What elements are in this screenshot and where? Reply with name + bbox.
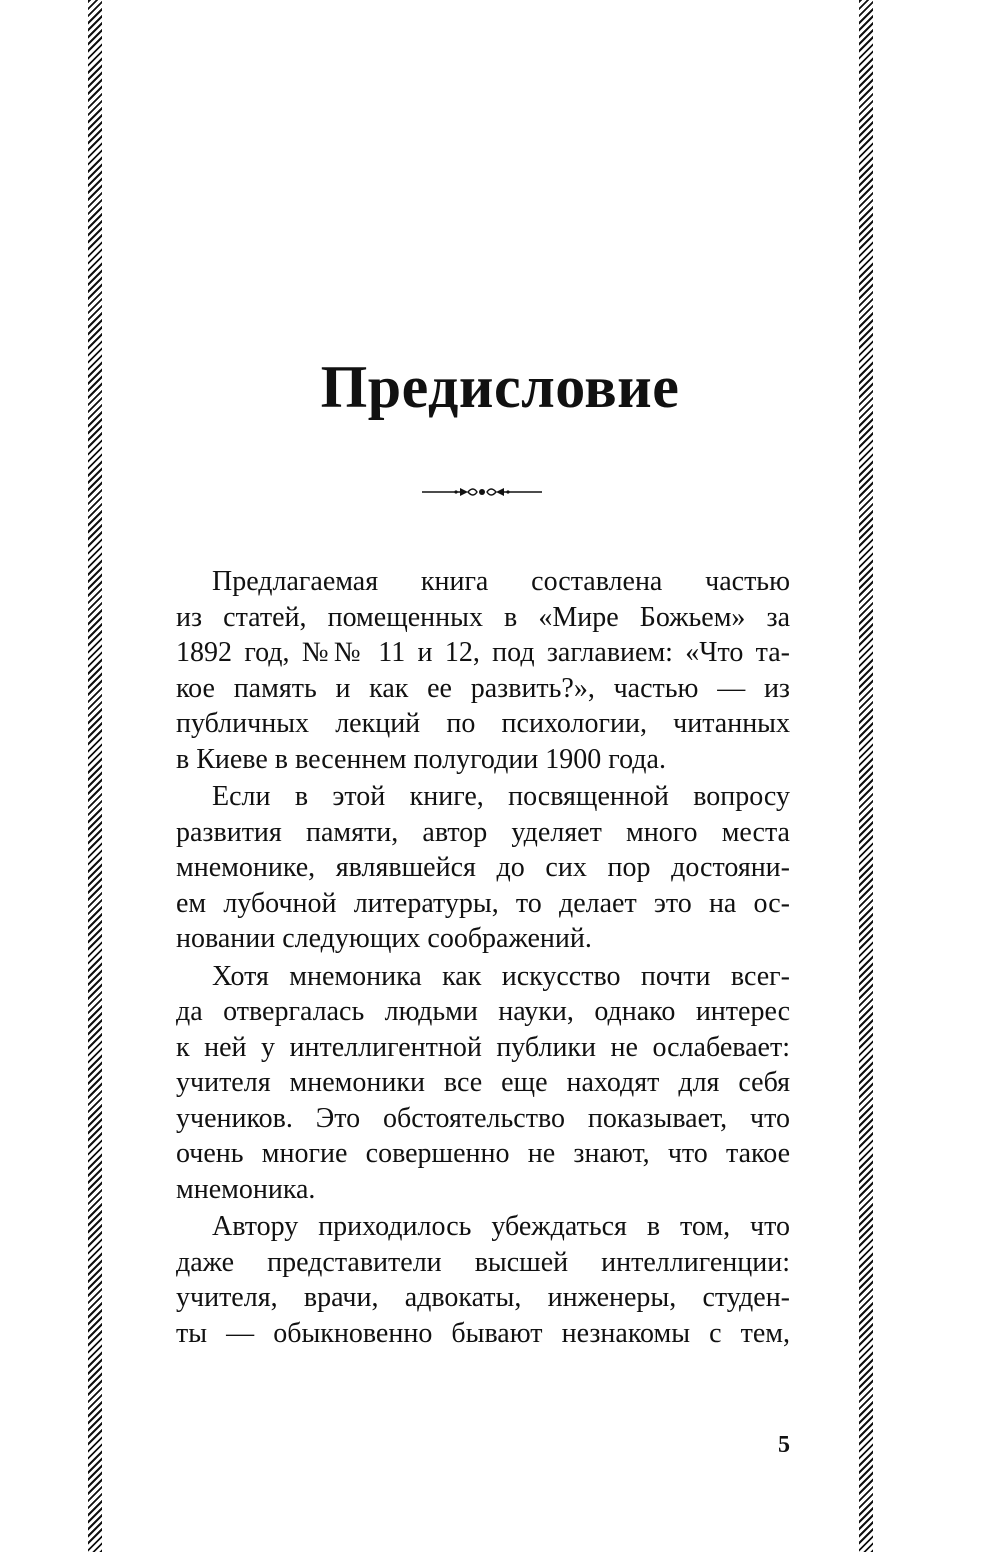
left-decorative-border [88,0,102,1552]
body-text [176,564,790,1353]
paragraph-1 [176,564,790,777]
text-line: даже представители высшей интеллигенции: [176,1246,790,1278]
text-line: мнемонике, являвшейся до сих пор достояни- [176,852,790,883]
text-line: кое память и как ее развить?», частью — из [176,672,790,704]
text-line: учителя мнемоники все еще находят для себя [176,1067,790,1098]
text-line: Предлагаемая книга составлена частью [212,566,790,597]
text-line: Автору приходилось убеждаться в том, что [212,1211,790,1242]
text-line: из статей, помещенных в «Мире Божьем» за [176,601,790,633]
text-line: Хотя мнемоника как искусство почти всег- [212,960,790,992]
paragraph-3 [176,959,790,1208]
text-line: Если в этой книге, посвященной вопросу [212,781,790,812]
fleuron-divider-icon [420,480,544,504]
text-line: развития памяти, автор уделяет много места [176,816,790,848]
text-line: 1892 год, №№ 11 и 12, под заглавием: «Что та- [176,637,790,668]
text-line: учителя, врачи, адвокаты, инженеры, студен- [176,1282,790,1313]
chapter-heading: Предисловие [320,354,680,420]
text-line: очень многие совершенно не знают, что такое [176,1138,790,1169]
text-line: к ней у интеллигентной публики не ослабевает: [176,1031,790,1063]
text-line: новании следующих соображений. [176,923,592,954]
text-line: в Киеве в весеннем полугодии 1900 года. [176,743,666,775]
text-line: учеников. Это обстоятельство показывает, что [176,1102,790,1134]
page-number: 5 [778,1432,790,1458]
text-line: да отвергалась людьми науки, однако интерес [176,996,790,1027]
text-line: ем лубочной литературы, то делает это на ос- [176,887,790,919]
text-line: публичных лекций по психологии, читанных [176,708,790,739]
text-line: ты — обыкновенно бывают незнакомы с тем, [176,1317,790,1349]
paragraph-2 [176,779,790,957]
text-line: мнемоника. [176,1173,316,1205]
right-decorative-border [859,0,873,1552]
paragraph-4 [176,1209,790,1351]
